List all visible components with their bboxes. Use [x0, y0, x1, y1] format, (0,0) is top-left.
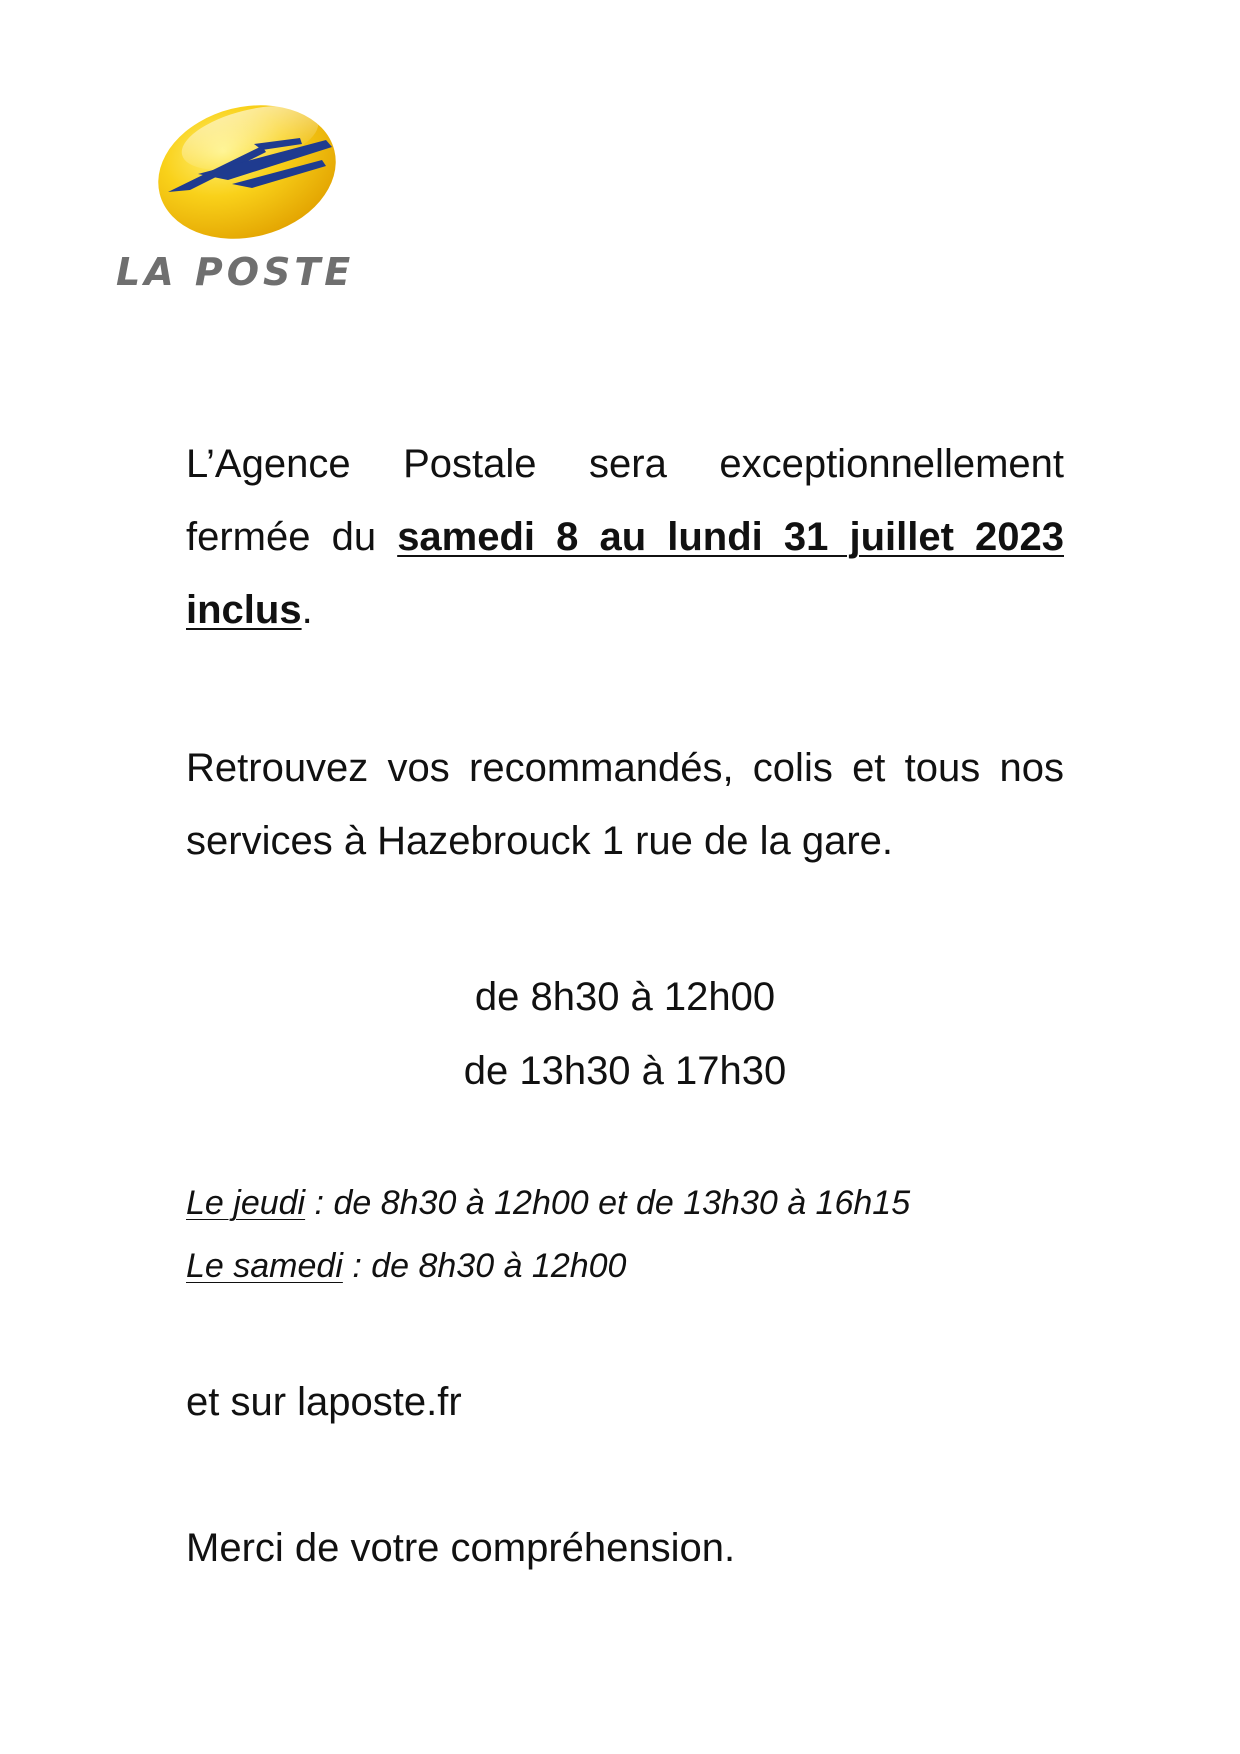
closure-end: . — [301, 588, 313, 632]
la-poste-wordmark: LA POSTE — [116, 250, 355, 294]
alternative-office-paragraph: Retrouvez vos recommandés, colis et tous nos services à Hazebrouck 1 rue de la gare. — [186, 746, 1064, 863]
opening-hours — [186, 960, 1064, 1108]
day-label: Le samedi — [186, 1247, 343, 1285]
day-label: Le jeudi — [186, 1184, 306, 1222]
closure-intro: L’Agence Postale sera exceptionnellement fermée du — [186, 442, 1064, 559]
day-hours: : de 8h30 à 12h00 — [342, 1247, 627, 1285]
day-hours: : de 8h30 à 12h00 et de 13h30 à 16h15 — [305, 1184, 911, 1222]
special-hours-saturday — [186, 1235, 1146, 1298]
website-line: et sur laposte.fr — [186, 1380, 462, 1424]
hours-morning: de 8h30 à 12h00 — [474, 975, 776, 1019]
closure-dates: samedi 8 au lundi 31 juillet 2023 inclus — [186, 515, 1064, 632]
thanks-line: Merci de votre compréhension. — [186, 1526, 736, 1570]
closure-paragraph — [186, 428, 1064, 647]
special-hours — [186, 1172, 1146, 1298]
special-hours-thursday — [186, 1172, 1146, 1235]
la-poste-logo — [110, 100, 370, 310]
la-poste-bird-icon — [150, 100, 350, 250]
hours-afternoon: de 13h30 à 17h30 — [463, 1049, 787, 1093]
